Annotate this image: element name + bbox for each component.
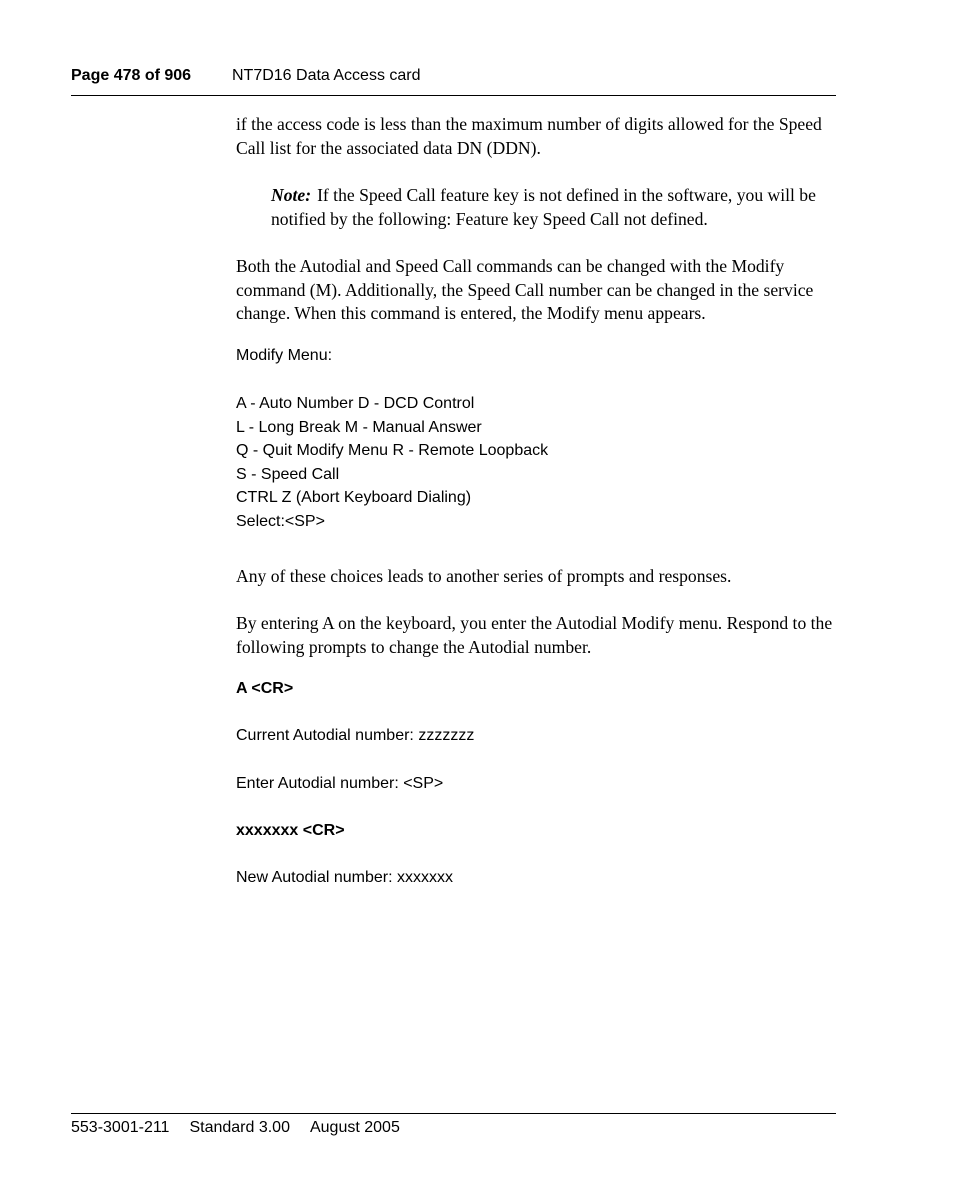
page-header	[71, 66, 836, 86]
modify-menu-options	[236, 392, 548, 533]
paragraph-autodial-menu: By entering A on the keyboard, you enter the Autodial Modify menu. Respond to the following prompts to change the Autodial number.	[236, 613, 833, 657]
note-text: If the Speed Call feature key is not defined in the software, you will be notified by the following: Feature key Speed Call not defined.	[271, 185, 816, 229]
menu-line: A - Auto Number D - DCD Control	[236, 395, 475, 412]
menu-line: S - Speed Call	[236, 465, 340, 483]
menu-line: CTRL Z (Abort Keyboard Dialing)	[236, 489, 472, 506]
paragraph-choices: Any of these choices leads to another series of prompts and responses.	[236, 566, 732, 586]
note-block	[271, 184, 836, 231]
document-title: NT7D16 Data Access card	[232, 67, 421, 84]
menu-line: Q - Quit Modify Menu R - Remote Loopback	[236, 442, 549, 459]
input-autodial-number: xxxxxxx <CR>	[236, 822, 345, 839]
modify-menu-title: Modify Menu:	[236, 347, 333, 364]
page-footer	[71, 1118, 420, 1138]
current-autodial-prompt: Current Autodial number: zzzzzzz	[236, 727, 475, 744]
footer-rule	[71, 1113, 836, 1114]
menu-line: L - Long Break M - Manual Answer	[236, 418, 482, 436]
menu-line: Select:<SP>	[236, 512, 325, 530]
page-number: Page 478 of 906	[71, 67, 192, 84]
input-a-command: A <CR>	[236, 680, 294, 697]
enter-autodial-prompt: Enter Autodial number: <SP>	[236, 775, 444, 792]
header-rule	[71, 95, 836, 96]
footer-date: August 2005	[309, 1119, 400, 1136]
note-label: Note:	[271, 185, 312, 205]
new-autodial-output: New Autodial number: xxxxxxx	[236, 869, 453, 886]
paragraph-access-code: if the access code is less than the maximum number of digits allowed for the Speed Call list for the associated data DN (DDN).	[236, 114, 822, 158]
paragraph-modify-command: Both the Autodial and Speed Call commands can be changed with the Modify command (M). Additionally, the Speed Call number can be changed in the service change. When this command is entered, the Modify menu appears.	[236, 256, 814, 323]
footer-doc-number: 553-3001-211	[71, 1119, 170, 1136]
footer-standard: Standard 3.00	[189, 1119, 290, 1136]
